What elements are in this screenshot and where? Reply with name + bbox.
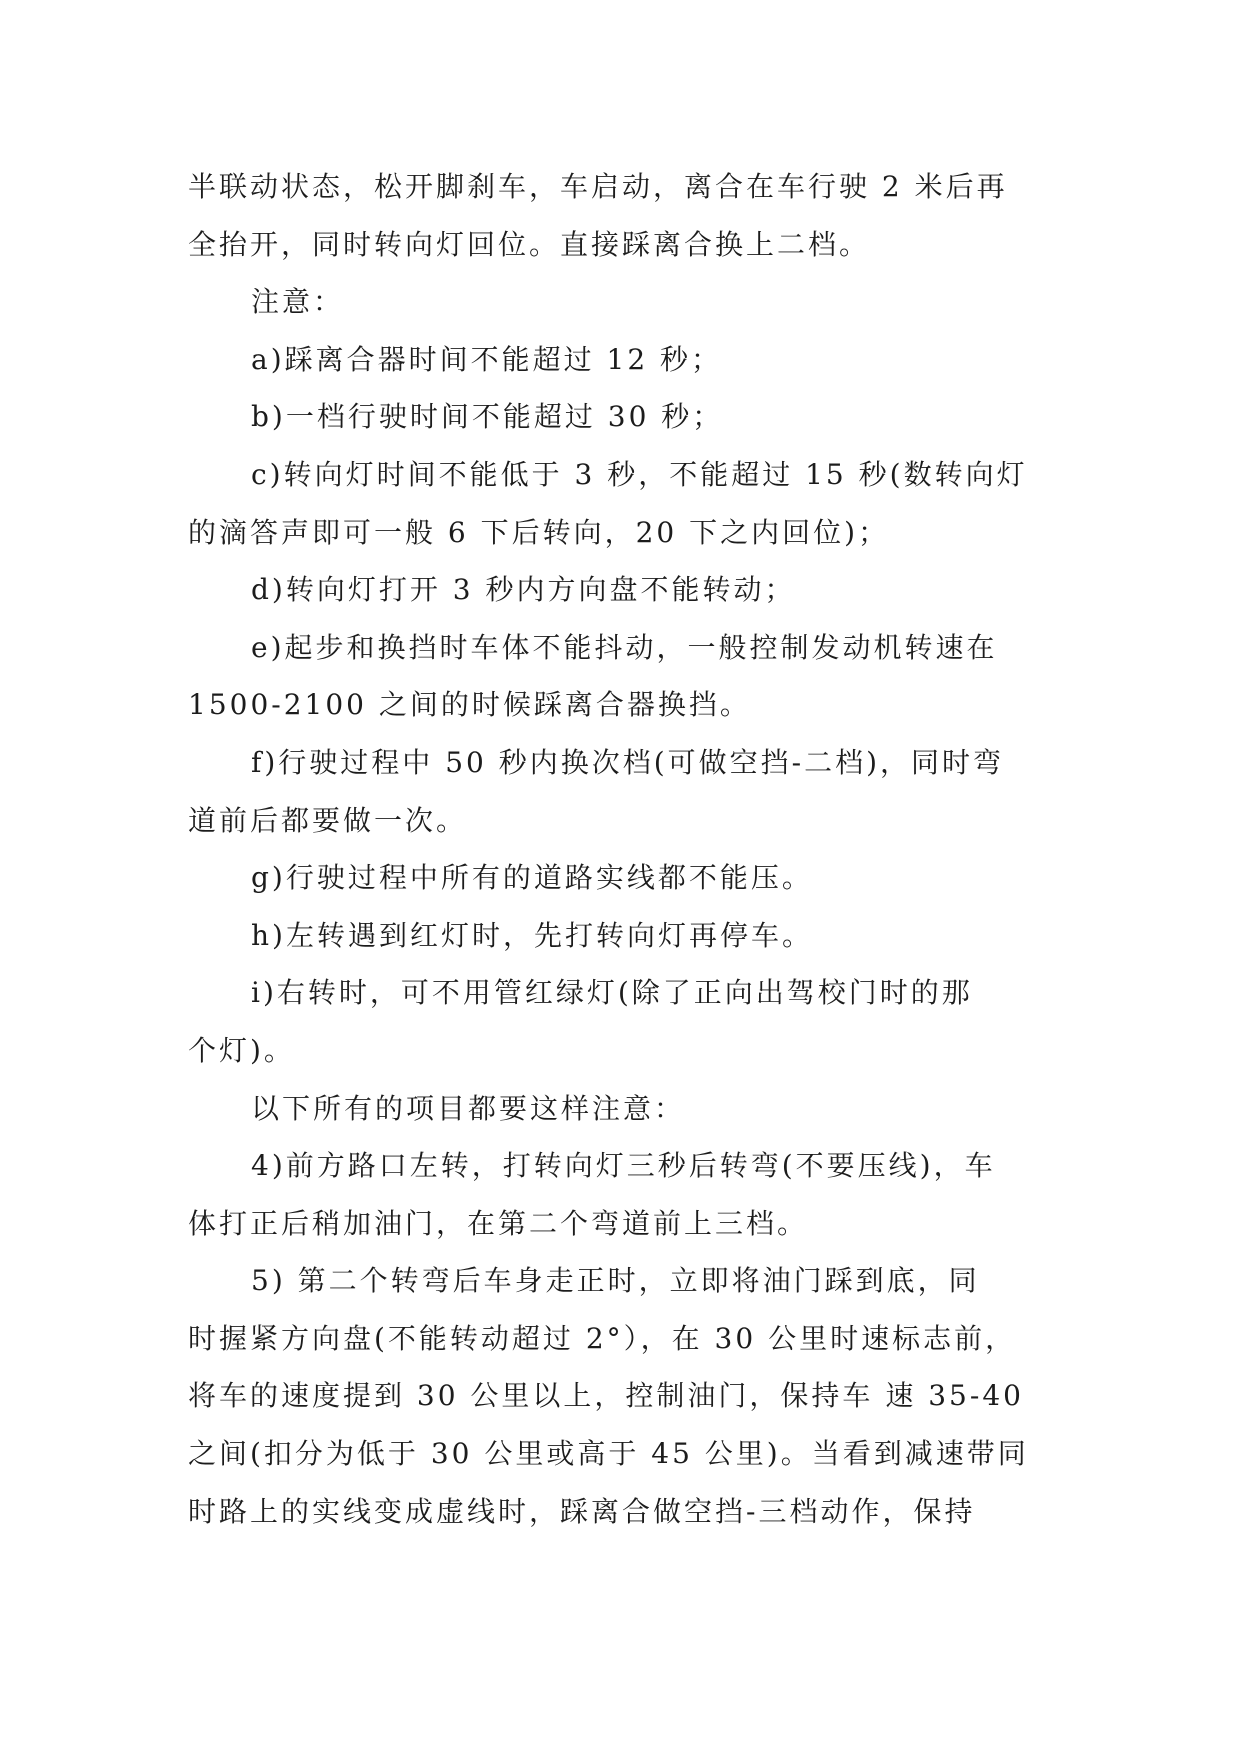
text-line: b)一档行驶时间不能超过 30 秒； bbox=[251, 400, 724, 434]
text-line: 体打正后稍加油门，在第二个弯道前上三档。 bbox=[188, 1206, 809, 1240]
text-line: g)行驶过程中所有的道路实线都不能压。 bbox=[251, 861, 813, 895]
text-line: 5) 第二个转弯后车身走正时，立即将油门踩到底，同 bbox=[251, 1264, 980, 1298]
text-line: i)右转时，可不用管红绿灯(除了正向出驾校门时的那 bbox=[251, 976, 973, 1010]
text-line: f)行驶过程中 50 秒内换次档(可做空挡-二档)，同时弯 bbox=[251, 745, 1005, 779]
text-line: 的滴答声即可一般 6 下后转向，20 下之内回位)； bbox=[188, 515, 890, 549]
text-line: e)起步和换挡时车体不能抖动，一般控制发动机转速在 bbox=[251, 630, 998, 664]
text-line: c)转向灯时间不能低于 3 秒，不能超过 15 秒(数转向灯 bbox=[251, 457, 1028, 491]
text-line: 全抬开，同时转向灯回位。直接踩离合换上二档。 bbox=[188, 227, 871, 261]
text-line: 半联动状态，松开脚刹车，车启动，离合在车行驶 2 米后再 bbox=[188, 170, 1008, 203]
text-line: 道前后都要做一次。 bbox=[188, 803, 468, 837]
text-line: a)踩离合器时间不能超过 12 秒； bbox=[251, 342, 723, 376]
text-line: 注意： bbox=[251, 285, 345, 319]
text-line: 4)前方路口左转，打转向灯三秒后转弯(不要压线)，车 bbox=[251, 1149, 996, 1183]
text-line: 时握紧方向盘(不能转动超过 2°），在 30 公里时速标志前， bbox=[188, 1321, 1017, 1355]
text-line: 时路上的实线变成虚线时，踩离合做空挡-三档动作，保持 bbox=[188, 1494, 976, 1528]
text-line: d)转向灯打开 3 秒内方向盘不能转动； bbox=[251, 573, 796, 607]
text-line: 以下所有的项目都要这样注意： bbox=[251, 1091, 686, 1125]
text-line: 个灯)。 bbox=[188, 1033, 295, 1067]
document-body bbox=[188, 158, 1068, 1540]
text-line: 将车的速度提到 30 公里以上，控制油门，保持车 速 35-40 bbox=[188, 1379, 1024, 1413]
text-line: 之间(扣分为低于 30 公里或高于 45 公里)。当看到减速带同 bbox=[188, 1437, 1029, 1471]
text-line: 1500-2100 之间的时候踩离合器换挡。 bbox=[188, 688, 751, 722]
text-line: h)左转遇到红灯时，先打转向灯再停车。 bbox=[251, 918, 813, 952]
